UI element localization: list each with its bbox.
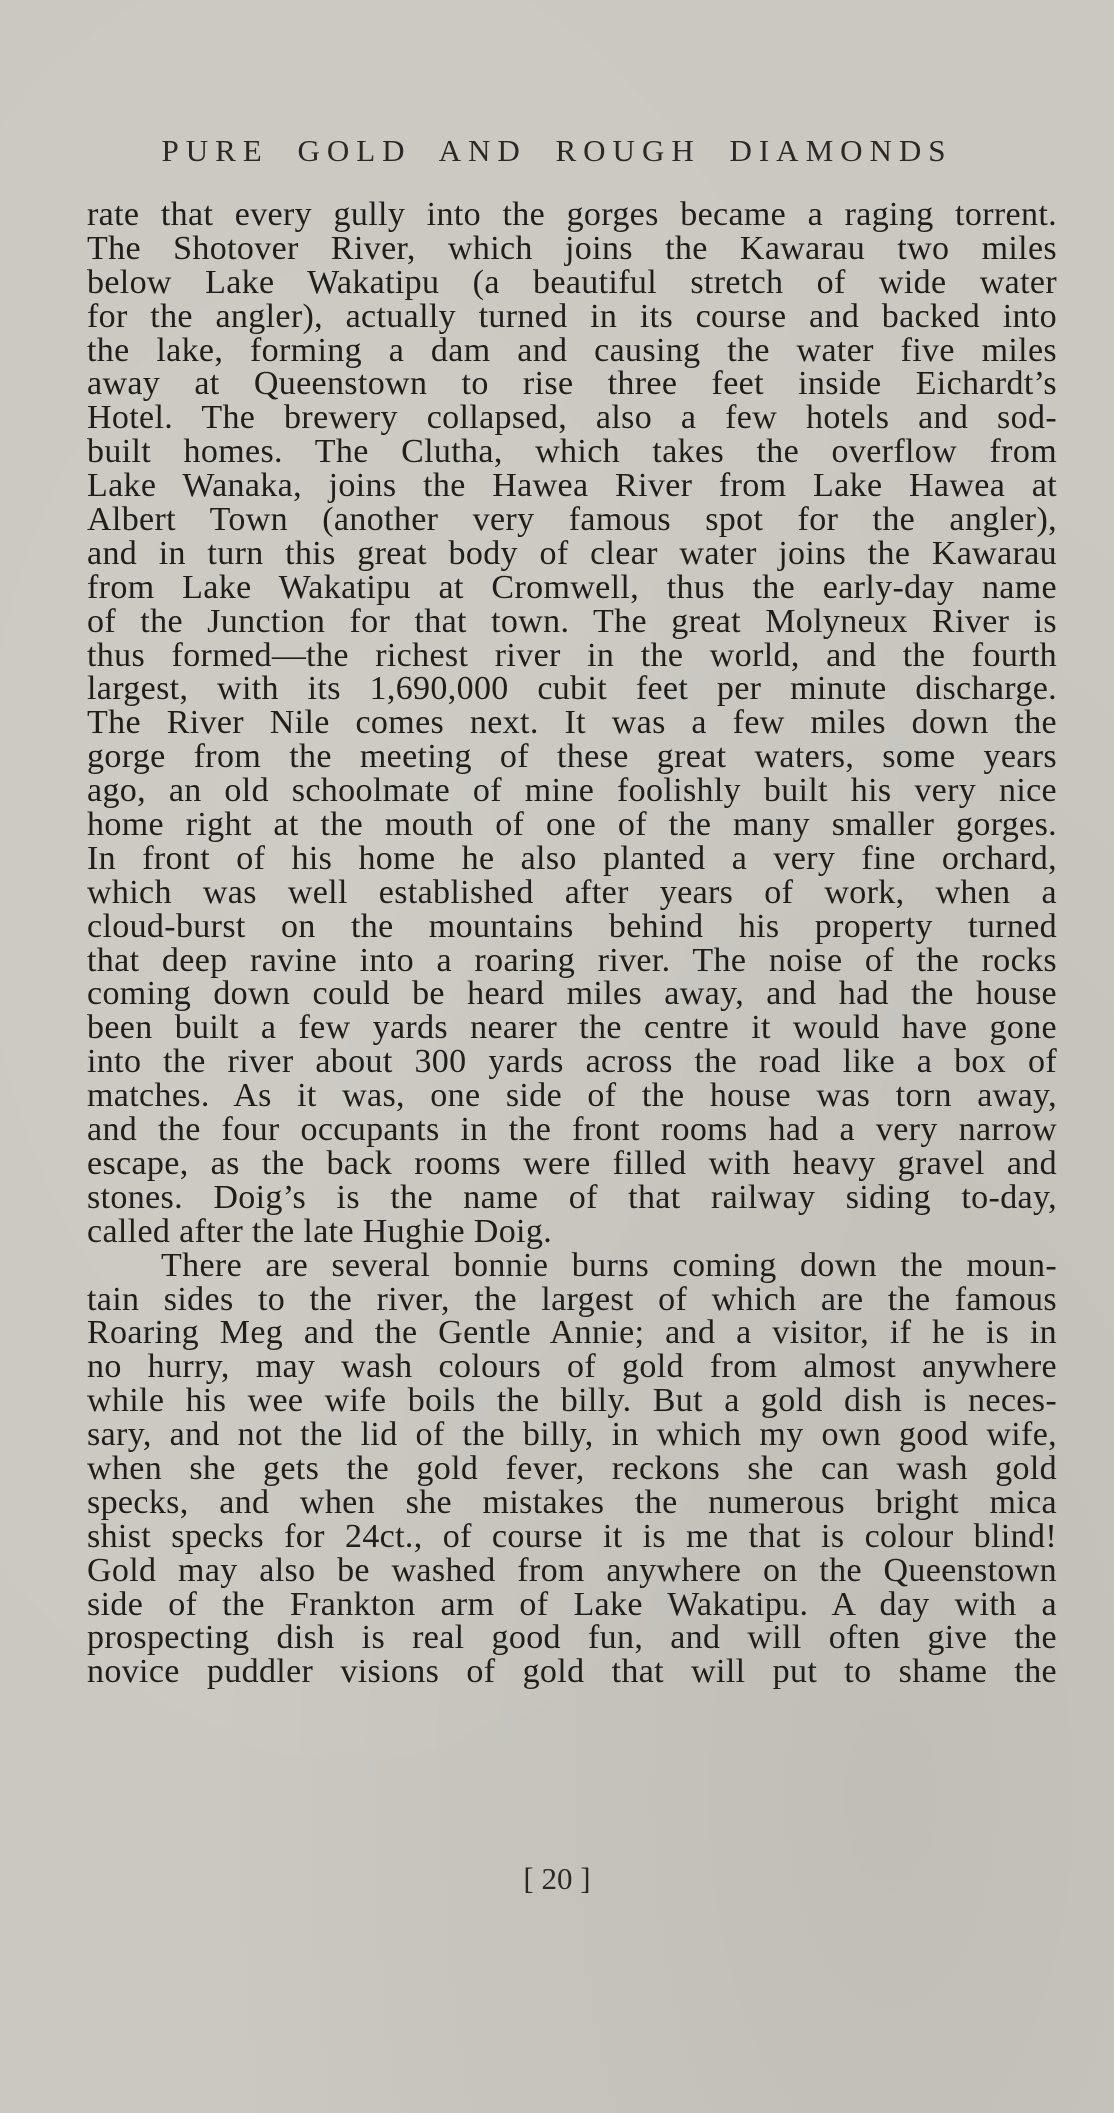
text-line: coming down could be heard miles away, and had the house	[87, 975, 1057, 1013]
text-line: stones. Doig’s is the name of that railway siding to-day,	[87, 1178, 1057, 1216]
text-line: the lake, forming a dam and causing the water five miles	[87, 331, 1057, 369]
text-line: thus formed—the richest river in the world, and the fourth	[87, 636, 1057, 674]
text-line: into the river about 300 yards across the road like a box of	[87, 1043, 1057, 1081]
text-line: The Shotover River, which joins the Kawarau two miles	[87, 229, 1057, 267]
text-line: shist specks for 24ct., of course it is me that is colour blind!	[87, 1517, 1057, 1555]
text-line: while his wee wife boils the billy. But a gold dish is neces-	[87, 1382, 1057, 1420]
text-line: specks, and when she mistakes the numerous bright mica	[87, 1483, 1057, 1521]
text-line: and the four occupants in the front rooms had a very narrow	[87, 1111, 1057, 1149]
text-line: Lake Wanaka, joins the Hawea River from Lake Hawea at	[87, 467, 1057, 505]
text-line: In front of his home he also planted a very fine orchard,	[87, 839, 1057, 877]
text-line: no hurry, may wash colours of gold from almost anywhere	[87, 1348, 1057, 1386]
text-line: home right at the mouth of one of the many smaller gorges.	[87, 806, 1057, 844]
text-line: rate that every gully into the gorges became a raging torrent.	[87, 196, 1057, 233]
text-line: largest, with its 1,690,000 cubit feet per minute discharge.	[87, 670, 1057, 708]
text-line: built homes. The Clutha, which takes the overflow from	[87, 433, 1057, 471]
text-line: side of the Frankton arm of Lake Wakatipu. A day with a	[87, 1585, 1057, 1623]
text-line: for the angler), actually turned in its course and backed into	[87, 297, 1057, 335]
text-line: when she gets the gold fever, reckons she can wash gold	[87, 1449, 1057, 1487]
text-line: of the Junction for that town. The great Molyneux River is	[87, 602, 1057, 640]
body-text	[87, 198, 1057, 1689]
page-number: [ 20 ]	[523, 1861, 591, 1896]
text-line: Roaring Meg and the Gentle Annie; and a visitor, if he is in	[87, 1314, 1057, 1352]
text-line: The River Nile comes next. It was a few miles down the	[87, 704, 1057, 742]
paragraph-end-line: called after the late Hughie Doig.	[87, 1212, 553, 1250]
text-line: cloud-burst on the mountains behind his property turned	[87, 907, 1057, 945]
text-line: Albert Town (another very famous spot for the angler),	[87, 501, 1057, 539]
paragraph-start-line: There are several bonnie burns coming down the moun-	[161, 1246, 1057, 1284]
text-line: that deep ravine into a roaring river. The noise of the rocks	[87, 941, 1057, 979]
text-line: Hotel. The brewery collapsed, also a few hotels and sod-	[87, 399, 1057, 437]
text-line: novice puddler visions of gold that will put to shame the	[87, 1653, 1057, 1691]
text-line: escape, as the back rooms were filled with heavy gravel and	[87, 1144, 1057, 1182]
text-line: away at Queenstown to rise three feet inside Eichardt’s	[87, 365, 1057, 403]
text-line: gorge from the meeting of these great waters, some years	[87, 738, 1057, 776]
text-line: from Lake Wakatipu at Cromwell, thus the early-day name	[87, 568, 1057, 606]
text-line: matches. As it was, one side of the house was torn away,	[87, 1077, 1057, 1115]
text-line: been built a few yards nearer the centre it would have gone	[87, 1009, 1057, 1047]
text-line: which was well established after years of work, when a	[87, 873, 1057, 911]
text-line: Gold may also be washed from anywhere on the Queenstown	[87, 1551, 1057, 1589]
text-line: tain sides to the river, the largest of which are the famous	[87, 1280, 1057, 1318]
text-line: below Lake Wakatipu (a beautiful stretch of wide water	[87, 263, 1057, 301]
text-line: sary, and not the lid of the billy, in which my own good wife,	[87, 1416, 1057, 1454]
text-line: and in turn this great body of clear water joins the Kawarau	[87, 534, 1057, 572]
text-line: ago, an old schoolmate of mine foolishly built his very nice	[87, 772, 1057, 810]
running-head: PURE GOLD AND ROUGH DIAMONDS	[161, 133, 953, 168]
text-line: prospecting dish is real good fun, and will often give the	[87, 1619, 1057, 1657]
